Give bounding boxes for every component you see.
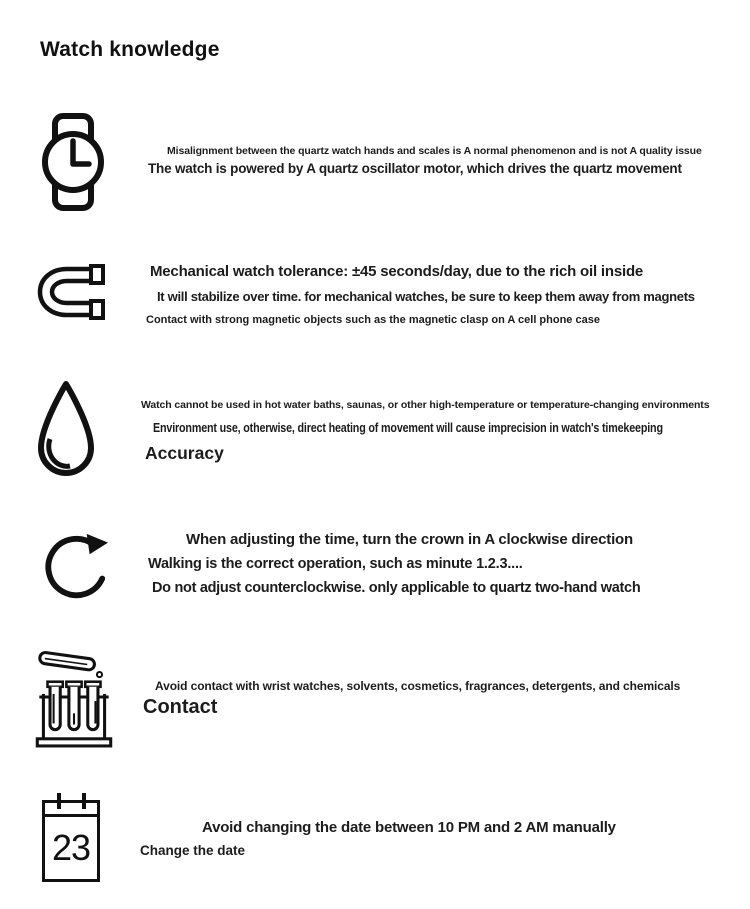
section-text-line: Do not adjust counterclockwise. only applicable to quartz two-hand watch xyxy=(152,580,641,596)
section-text-line: Mechanical watch tolerance: ±45 seconds/day, due to the rich oil inside xyxy=(150,263,644,280)
section-text-line: Avoid changing the date between 10 PM and 2 AM manually xyxy=(202,819,616,836)
section-text-line: Environment use, otherwise, direct heating of movement will cause imprecision in watch's timekeeping xyxy=(153,421,663,435)
section-text-line: The watch is powered by A quartz oscillator motor, which drives the quartz movement xyxy=(148,161,682,176)
section-heading-contact: Contact xyxy=(143,696,218,718)
calendar-day-number: 23 xyxy=(51,827,91,868)
test-tubes-icon xyxy=(34,645,114,749)
section-text-line: It will stabilize over time. for mechanical watches, be sure to keep them away from magnets xyxy=(157,289,695,304)
watch-icon xyxy=(42,112,104,212)
section-text-line: Contact with strong magnetic objects such as the magnetic clasp on A cell phone case xyxy=(146,314,600,326)
section-text-line: When adjusting the time, turn the crown in A clockwise direction xyxy=(186,531,633,548)
section-text-line: Change the date xyxy=(140,843,246,858)
section-text-line: Misalignment between the quartz watch hands and scales is A normal phenomenon and is not A quality issue xyxy=(167,145,702,157)
section-heading-accuracy: Accuracy xyxy=(145,443,224,463)
calendar-pin-icon xyxy=(57,793,61,809)
calendar-pin-icon xyxy=(82,793,86,809)
rotate-clockwise-icon xyxy=(42,522,110,604)
page-title: Watch knowledge xyxy=(40,38,220,61)
calendar-icon xyxy=(42,800,100,882)
section-text-line: Watch cannot be used in hot water baths, saunas, or other high-temperature or temperature-changing environments xyxy=(141,399,710,411)
section-text-line: Walking is the correct operation, such as minute 1.2.3.... xyxy=(148,556,523,572)
magnet-icon xyxy=(37,264,105,320)
water-drop-icon xyxy=(36,377,96,480)
section-text-line: Avoid contact with wrist watches, solvents, cosmetics, fragrances, detergents, and chemicals xyxy=(155,679,681,693)
